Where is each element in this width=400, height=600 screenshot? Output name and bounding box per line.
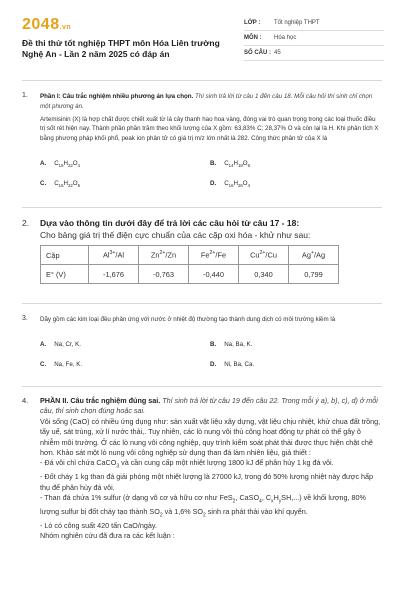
- option-letter: C.: [40, 361, 47, 369]
- meta-key: LỚP :: [244, 20, 261, 26]
- question-number: 3.: [22, 315, 28, 322]
- question-number: 4.: [22, 396, 29, 405]
- option-letter: D.: [210, 179, 217, 187]
- table-cell: Ag+/Ag: [289, 246, 339, 265]
- exam-title: Đề thi thử tốt nghiệp THPT môn Hóa Liên trường Nghệ An - Lần 2 năm 2025 có đáp án: [22, 38, 220, 59]
- table-cell: -1,676: [89, 265, 139, 284]
- question-heading: Dựa vào thông tin dưới đây để trả lời các câu hỏi từ câu 17 - 18:: [40, 218, 300, 228]
- header: [22, 16, 382, 80]
- part-note: Thí sinh trả lời từ câu 1 đến câu 18. Mỗi câu hỏi thí sinh chỉ chọn một phương án.: [40, 93, 373, 110]
- meta-row-subject: [244, 31, 384, 46]
- table-cell: $Cu^{2+}/Cu$: [239, 246, 289, 265]
- question-body: Artemisinin (X) là hợp chất được chiết xuất từ lá cây thanh hao hoa vàng, đóng vai trò quan trọng trong các loại thuốc điều trị sốt rét hiện nay. Thành phần phần trăm theo khối lượng của X gồm: 63,83% C; 28,37% O và còn lại là H. Khi phân tích X bằng phương pháp khối phổ, peak ion phân tử có giá trị m/z lớn nhất là 282. Công thức phân tử của X là: [40, 115, 379, 143]
- question-text: [40, 92, 382, 144]
- electrode-potential-table: [40, 245, 339, 284]
- paragraph: - Than đá chứa 1% sulfur (ở dạng vô cơ và hữu cơ như FeS$_2$, CaSO$_4$, $C_xH_ySH$,...) về khối lượng, 80% lượng sulfur bị đốt cháy tạo thành $SO_2$ và 1,6% $SO_2$ sinh ra phát thải vào khí quyển.: [40, 493, 366, 519]
- option-letter: B.: [210, 159, 217, 167]
- logo-main: 2048: [22, 16, 60, 33]
- table-cell: $Fe^{2+}/Fe$: [189, 246, 239, 265]
- meta-key: MÔN :: [244, 35, 262, 41]
- option-d[interactable]: D. Ni, Ba, Ca.: [210, 361, 255, 369]
- paragraph: - Đá vôi chỉ chứa CaCO$_3$ và cần cung cấp một nhiệt lượng 1800 kJ để phân hủy 1 kg đá vôi.: [40, 458, 334, 470]
- question-intro: Cho bảng giá trị thế điện cực chuẩn của các cặp oxi hóa - khử như sau:: [40, 229, 311, 240]
- option-letter: A.: [40, 341, 47, 349]
- part-label: PHẦN II. Câu trắc nghiệm đúng sai.: [40, 396, 161, 405]
- table-row: [41, 246, 339, 265]
- options: [40, 335, 382, 375]
- meta-value: Hóa học: [274, 35, 297, 41]
- question-text: [40, 396, 382, 542]
- paragraph: - Đốt cháy 1 kg than đá giải phóng một nhiệt lượng là 27000 kJ, trong đó 50% lượng nhiệt này được hấp thụ để phân hủy đá vôi.: [40, 472, 374, 492]
- option-b[interactable]: B. $C_{14}H_{18}O_6$: [210, 159, 251, 169]
- option-a[interactable]: A. Na, Cr, K.: [40, 341, 82, 349]
- part-note: Thí sinh trả lời từ câu 19 đến câu 22. Trong mỗi ý a), b), c), d) ở mỗi câu, thí sinh chọn đúng hoặc sai.: [40, 396, 378, 416]
- question-text: Dãy gồm các kim loại đều phản ứng với nước ở nhiệt độ thường tạo thành dung dịch có môi trường kiềm là: [40, 316, 336, 323]
- question-text: [40, 218, 382, 241]
- logo-suffix: .vn: [59, 24, 72, 31]
- question-number: 1.: [22, 92, 28, 99]
- table-cell: 0,799: [289, 265, 339, 284]
- meta-row-class: [244, 16, 384, 31]
- table-cell: 0,340: [239, 265, 289, 284]
- option-letter: B.: [210, 341, 217, 349]
- paragraph: - Lò có công suất 420 tấn CaO/ngày.: [40, 520, 157, 530]
- meta-row-count: [244, 46, 384, 61]
- option-letter: D.: [210, 361, 217, 369]
- meta-value: 45: [274, 50, 281, 56]
- option-d[interactable]: D. $C_{16}H_{26}O_4$: [210, 179, 251, 189]
- divider: [22, 207, 382, 208]
- question-4: [22, 396, 382, 542]
- option-letter: C.: [40, 179, 47, 187]
- exam-meta: [244, 16, 384, 61]
- table-cell: $Zn^{2+}/Zn$: [139, 246, 189, 265]
- option-b[interactable]: B. Na, Ba, K.: [210, 341, 253, 349]
- meta-key: SỐ CÂU :: [244, 50, 271, 56]
- part-label: Phần I: Câu trắc nghiệm nhiều phương án lựa chọn.: [40, 93, 194, 100]
- table-header-cell: Cặp: [41, 246, 89, 265]
- divider: [22, 386, 382, 387]
- option-c[interactable]: C. Na, Fe, K.: [40, 361, 83, 369]
- divider: [22, 80, 382, 81]
- divider: [22, 303, 382, 304]
- table-header-cell: E° (V): [41, 265, 89, 284]
- question-number: 2.: [22, 218, 30, 228]
- option-letter: A.: [40, 159, 47, 167]
- table-cell: -0,440: [189, 265, 239, 284]
- option-c[interactable]: C. $C_{15}H_{22}O_5$: [40, 179, 81, 189]
- meta-value: Tốt nghiệp THPT: [274, 20, 320, 26]
- options: [40, 154, 382, 194]
- option-a[interactable]: A. $C_{15}H_{22}O_4$: [40, 159, 81, 169]
- question-3: [22, 315, 382, 375]
- question-2: [22, 218, 382, 284]
- question-1: [22, 92, 382, 194]
- site-logo[interactable]: [22, 16, 71, 34]
- paragraph: Vôi sống (CaO) có nhiều ứng dụng như: sản xuất vật liệu xây dựng, vật liệu chịu nhiệt, khử chua đất trồng, tẩy uế, sát trùng, xử lí nước thải,. Tuy nhiên, các lò nung vôi thủ công hoạt động tự phát có thể gây ô nhiễm môi trường. Ở các lò nung vôi công nghiệp, quy trình kiểm soát phát thải được thực hiện chặt chẽ hơn. Khảo sát một lò nung vôi công nghiệp sử dụng than đá làm nhiên liệu, giả thiết :: [40, 416, 381, 458]
- paragraph: Nhóm nghiên cứu đã đưa ra các kết luận :: [40, 531, 175, 541]
- table-row: [41, 265, 339, 284]
- table-cell: $Al^{3+}/Al$: [89, 246, 139, 265]
- table-cell: -0,763: [139, 265, 189, 284]
